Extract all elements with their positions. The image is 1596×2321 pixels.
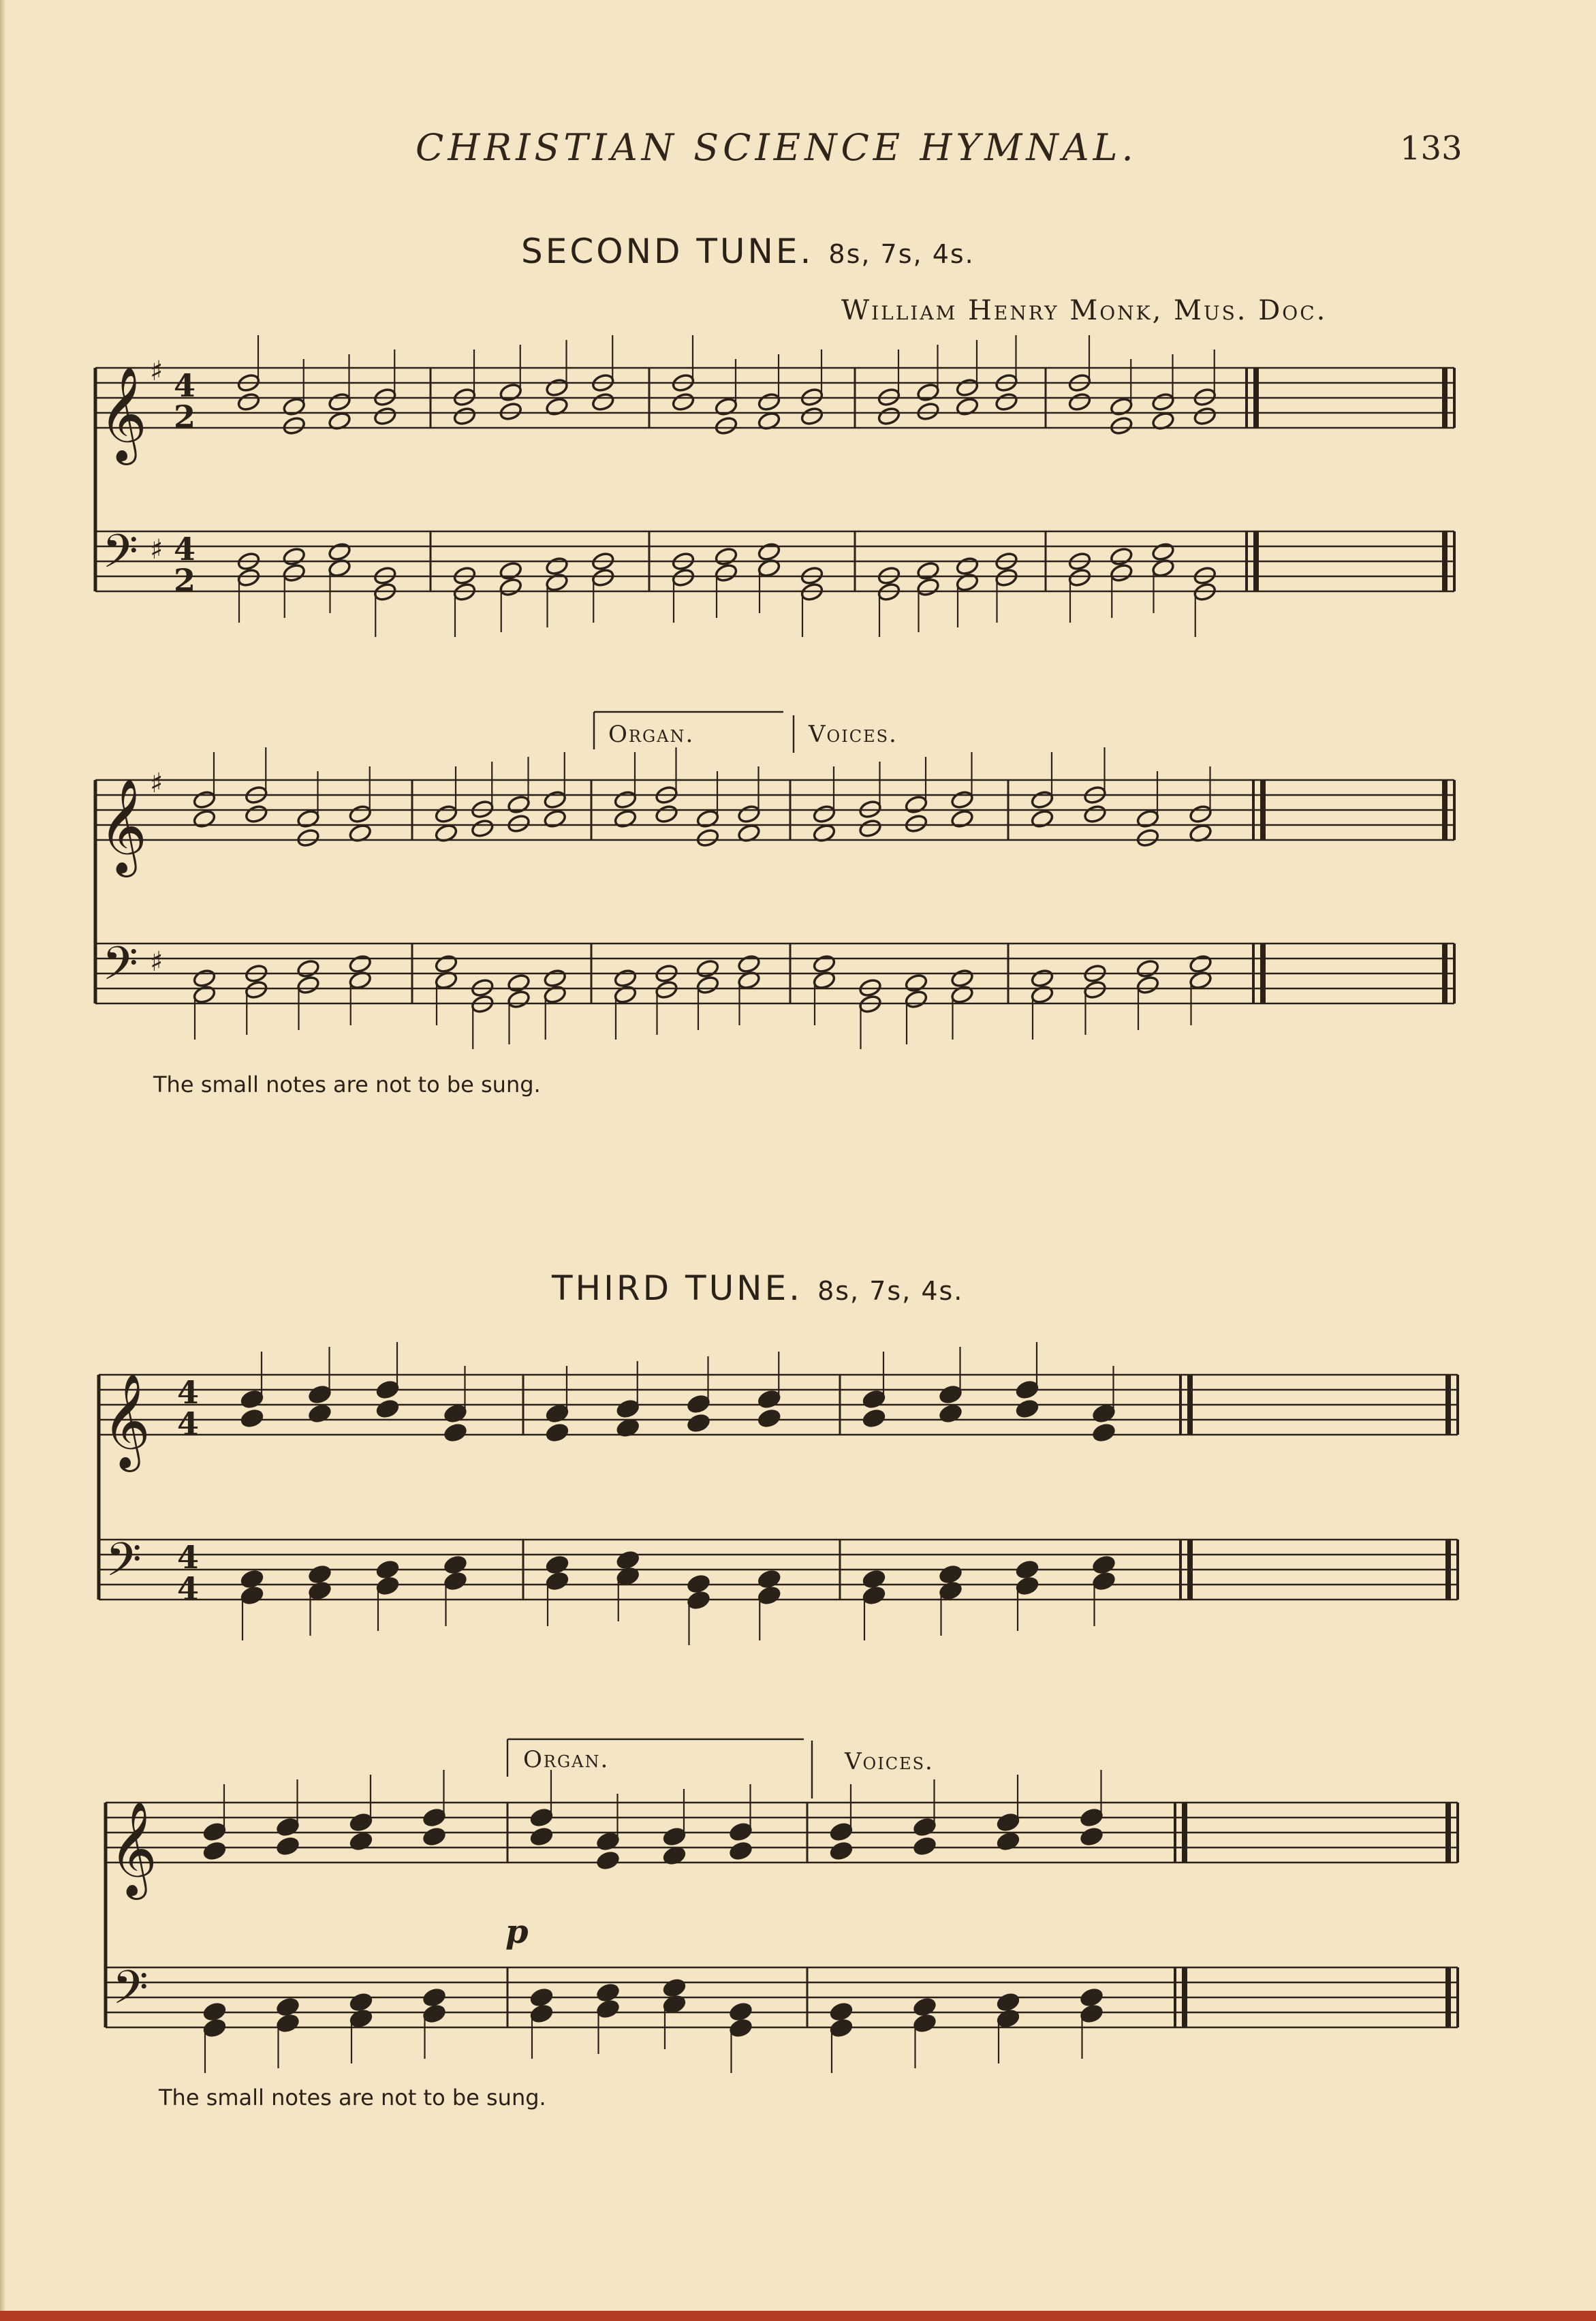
- note-head: [695, 809, 719, 829]
- note-head: [737, 804, 761, 824]
- note-head: [471, 818, 495, 839]
- note-head: [545, 1571, 569, 1591]
- note-head: [296, 828, 320, 848]
- staff-lines: [95, 368, 1458, 2027]
- note-head: [695, 975, 719, 995]
- note-head: [591, 567, 615, 588]
- note-head: [1136, 828, 1159, 848]
- note-head: [296, 809, 320, 829]
- note-head: [192, 968, 216, 988]
- note-head: [671, 392, 695, 412]
- key-signature-sharp: ♯: [150, 768, 163, 799]
- note-head: [939, 1564, 963, 1585]
- note-head: [543, 809, 567, 829]
- note-head: [545, 1555, 569, 1575]
- clef-glyph: 𝄢: [106, 1533, 142, 1598]
- note-head: [349, 1812, 373, 1833]
- noteheads: [99, 335, 1217, 2073]
- note-head: [308, 1580, 332, 1601]
- note-head: [375, 1380, 399, 1400]
- note-head: [955, 377, 979, 398]
- note-head: [192, 809, 216, 829]
- note-head: [308, 1403, 332, 1424]
- note-head: [375, 1399, 399, 1419]
- note-head: [613, 968, 637, 988]
- note-head: [245, 804, 268, 824]
- tune-title-text: SECOND TUNE.: [521, 232, 814, 271]
- footnote-small-notes: The small notes are not to be sung.: [159, 2085, 546, 2110]
- note-head: [714, 563, 738, 583]
- key-signature-sharp: ♯: [150, 946, 163, 978]
- note-head: [507, 973, 531, 993]
- note-head: [245, 980, 268, 1000]
- note-head: [596, 1999, 620, 2019]
- note-head: [729, 2001, 753, 2022]
- note-head: [729, 1822, 753, 1842]
- note-head: [202, 1841, 226, 1861]
- note-head: [939, 1384, 963, 1405]
- note-head: [729, 2018, 753, 2038]
- note-head: [862, 1585, 886, 1606]
- note-head: [1092, 1555, 1116, 1575]
- note-head: [757, 542, 781, 562]
- clef-glyph: 𝄢: [102, 937, 138, 1002]
- note-head: [1110, 416, 1133, 436]
- note-head: [308, 1384, 332, 1405]
- note-head: [452, 406, 476, 426]
- note-head: [662, 1826, 686, 1847]
- note-head: [695, 959, 719, 979]
- note-head: [812, 954, 836, 974]
- time-signature-numerator: 4: [177, 1374, 200, 1411]
- cue-brackets: [507, 712, 812, 1798]
- note-head: [443, 1555, 467, 1575]
- note-head: [916, 382, 940, 403]
- note-head: [375, 1559, 399, 1580]
- note-head: [904, 813, 928, 834]
- note-head: [829, 2001, 853, 2022]
- note-head: [687, 1394, 710, 1414]
- note-head: [282, 546, 306, 567]
- note-head: [1030, 984, 1054, 1005]
- note-head: [202, 2001, 226, 2022]
- note-head: [276, 1997, 300, 2017]
- note-head: [349, 1831, 373, 1852]
- note-head: [916, 577, 940, 597]
- note-head: [862, 1408, 886, 1429]
- note-head: [1030, 968, 1054, 988]
- note-head: [1092, 1571, 1116, 1591]
- note-head: [687, 1413, 710, 1433]
- note-head: [240, 1569, 264, 1589]
- note-head: [507, 794, 531, 815]
- note-head: [507, 989, 531, 1010]
- note-head: [877, 406, 901, 426]
- voices-cue-label: Voices.: [845, 1748, 934, 1775]
- note-head: [662, 1978, 686, 1998]
- note-head: [507, 813, 531, 834]
- note-head: [545, 1403, 569, 1424]
- note-head: [1136, 975, 1159, 995]
- note-head: [434, 804, 458, 824]
- note-head: [348, 804, 372, 824]
- note-head: [348, 954, 372, 974]
- note-head: [1015, 1559, 1039, 1580]
- note-head: [236, 392, 260, 412]
- note-head: [913, 1997, 937, 2017]
- note-head: [729, 1841, 753, 1861]
- note-head: [422, 1987, 446, 2008]
- bar-lines: [95, 368, 1458, 2027]
- running-head: CHRISTIAN SCIENCE HYMNAL.: [416, 126, 1138, 169]
- note-head: [800, 406, 824, 426]
- note-head: [913, 2013, 937, 2034]
- note-head: [282, 563, 306, 583]
- note-head: [996, 1831, 1020, 1852]
- note-head: [913, 1836, 937, 1856]
- time-signature-denominator: 2: [174, 562, 196, 599]
- note-head: [1067, 392, 1091, 412]
- note-head: [422, 1807, 446, 1828]
- key-signature-sharp: ♯: [150, 534, 163, 565]
- note-head: [995, 567, 1018, 588]
- note-head: [757, 1585, 781, 1606]
- note-head: [950, 809, 974, 829]
- note-head: [499, 577, 522, 597]
- note-head: [328, 542, 351, 562]
- note-head: [499, 561, 522, 581]
- note-head: [529, 2004, 553, 2024]
- note-head: [829, 1841, 853, 1861]
- note-head: [955, 572, 979, 593]
- note-head: [1083, 980, 1107, 1000]
- note-head: [543, 984, 567, 1005]
- note-head: [616, 1399, 640, 1419]
- note-head: [545, 377, 569, 398]
- note-head: [950, 984, 974, 1005]
- note-head: [349, 1992, 373, 2012]
- note-head: [529, 1826, 553, 1847]
- note-head: [996, 1812, 1020, 1833]
- note-head: [1151, 392, 1175, 412]
- note-head: [1015, 1576, 1039, 1596]
- note-head: [1189, 954, 1212, 974]
- note-head: [955, 396, 979, 417]
- note-head: [695, 828, 719, 848]
- note-head: [499, 401, 522, 422]
- clef-glyph: 𝄞: [99, 779, 147, 873]
- note-head: [1092, 1403, 1116, 1424]
- note-head: [1080, 2004, 1104, 2024]
- clef-glyph: 𝄞: [102, 1373, 151, 1468]
- note-head: [913, 1817, 937, 1837]
- page-number: 133: [1400, 129, 1462, 168]
- note-head: [1080, 1987, 1104, 2008]
- note-head: [858, 818, 882, 839]
- note-head: [829, 1822, 853, 1842]
- note-head: [1030, 790, 1054, 810]
- note-head: [714, 546, 738, 567]
- note-head: [757, 1569, 781, 1589]
- note-head: [202, 1822, 226, 1842]
- note-head: [812, 804, 836, 824]
- note-head: [1015, 1380, 1039, 1400]
- note-head: [443, 1422, 467, 1443]
- note-head: [862, 1389, 886, 1409]
- note-head: [276, 1836, 300, 1856]
- note-head: [939, 1580, 963, 1601]
- footnote-small-notes: The small notes are not to be sung.: [153, 1072, 541, 1097]
- note-head: [276, 2013, 300, 2034]
- note-head: [1080, 1826, 1104, 1847]
- note-head: [545, 396, 569, 417]
- note-head: [939, 1403, 963, 1424]
- clef-glyph: 𝄞: [99, 367, 147, 461]
- note-head: [1067, 567, 1091, 588]
- clef-glyph: 𝄞: [109, 1801, 157, 1896]
- note-head: [613, 984, 637, 1005]
- note-head: [613, 809, 637, 829]
- note-head: [1136, 959, 1159, 979]
- note-head: [1110, 546, 1133, 567]
- note-head: [240, 1408, 264, 1429]
- organ-cue-label: Organ.: [608, 721, 695, 748]
- note-head: [545, 1422, 569, 1443]
- note-head: [499, 382, 522, 403]
- note-head: [443, 1571, 467, 1591]
- note-head: [737, 954, 761, 974]
- note-head: [671, 567, 695, 588]
- note-head: [996, 1992, 1020, 2012]
- time-signature-denominator: 4: [177, 1405, 200, 1442]
- note-head: [1092, 1422, 1116, 1443]
- note-head: [1083, 804, 1107, 824]
- note-head: [904, 989, 928, 1010]
- note-head: [829, 2018, 853, 2038]
- note-head: [543, 790, 567, 810]
- time-signature-denominator: 4: [177, 1570, 200, 1607]
- time-signature-numerator: 4: [177, 1539, 200, 1576]
- time-signature-denominator: 2: [174, 399, 196, 435]
- note-head: [282, 416, 306, 436]
- note-head: [757, 1408, 781, 1429]
- note-head: [422, 2004, 446, 2024]
- time-signature-numerator: 4: [174, 531, 196, 567]
- note-head: [443, 1403, 467, 1424]
- note-head: [422, 1826, 446, 1847]
- note-head: [308, 1564, 332, 1585]
- note-head: [529, 1807, 553, 1828]
- note-head: [296, 959, 320, 979]
- composer-credit: William Henry Monk, Mus. Doc.: [841, 295, 1328, 326]
- note-head: [596, 1850, 620, 1871]
- note-head: [955, 556, 979, 576]
- time-signature-numerator: 4: [174, 367, 196, 404]
- note-head: [757, 1389, 781, 1409]
- note-head: [655, 980, 678, 1000]
- tune-title-text: THIRD TUNE.: [552, 1268, 803, 1308]
- note-head: [1136, 809, 1159, 829]
- note-head: [714, 416, 738, 436]
- note-head: [1189, 804, 1212, 824]
- note-head: [240, 1585, 264, 1606]
- note-head: [373, 406, 397, 426]
- key-signature-sharp: ♯: [150, 356, 163, 387]
- note-head: [687, 1574, 710, 1594]
- note-head: [904, 794, 928, 815]
- note-head: [529, 1987, 553, 2008]
- note-head: [757, 392, 781, 412]
- note-head: [616, 1550, 640, 1570]
- note-head: [328, 392, 351, 412]
- note-head: [192, 790, 216, 810]
- note-head: [349, 2008, 373, 2029]
- voices-cue-label: Voices.: [809, 721, 898, 748]
- note-head: [1015, 1399, 1039, 1419]
- clef-glyph: 𝄢: [112, 1961, 148, 2026]
- note-head: [1080, 1807, 1104, 1828]
- tune-meter: 8s, 7s, 4s.: [817, 1276, 964, 1306]
- note-head: [296, 975, 320, 995]
- note-head: [1151, 542, 1175, 562]
- note-head: [236, 567, 260, 588]
- note-head: [1193, 406, 1217, 426]
- note-head: [950, 790, 974, 810]
- note-head: [687, 1590, 710, 1610]
- note-head: [240, 1389, 264, 1409]
- note-head: [995, 392, 1018, 412]
- note-head: [655, 804, 678, 824]
- note-head: [862, 1569, 886, 1589]
- note-head: [434, 954, 458, 974]
- note-head: [202, 2018, 226, 2038]
- organ-cue-label: Organ.: [523, 1746, 610, 1773]
- note-head: [545, 556, 569, 576]
- note-head: [545, 572, 569, 593]
- note-head: [996, 2008, 1020, 2029]
- dynamic-marking: p: [505, 1913, 529, 1951]
- tune-meter: 8s, 7s, 4s.: [828, 239, 975, 269]
- note-head: [1110, 396, 1133, 417]
- note-head: [950, 968, 974, 988]
- note-head: [375, 1576, 399, 1596]
- note-head: [282, 396, 306, 417]
- note-head: [591, 392, 615, 412]
- note-head: [613, 790, 637, 810]
- note-head: [714, 396, 738, 417]
- note-head: [276, 1817, 300, 1837]
- note-head: [596, 1982, 620, 2003]
- note-head: [916, 561, 940, 581]
- note-head: [192, 984, 216, 1005]
- note-head: [1110, 563, 1133, 583]
- note-head: [916, 401, 940, 422]
- clef-glyph: 𝄢: [102, 525, 138, 590]
- note-head: [904, 973, 928, 993]
- note-head: [543, 968, 567, 988]
- note-head: [1030, 809, 1054, 829]
- note-head: [596, 1831, 620, 1852]
